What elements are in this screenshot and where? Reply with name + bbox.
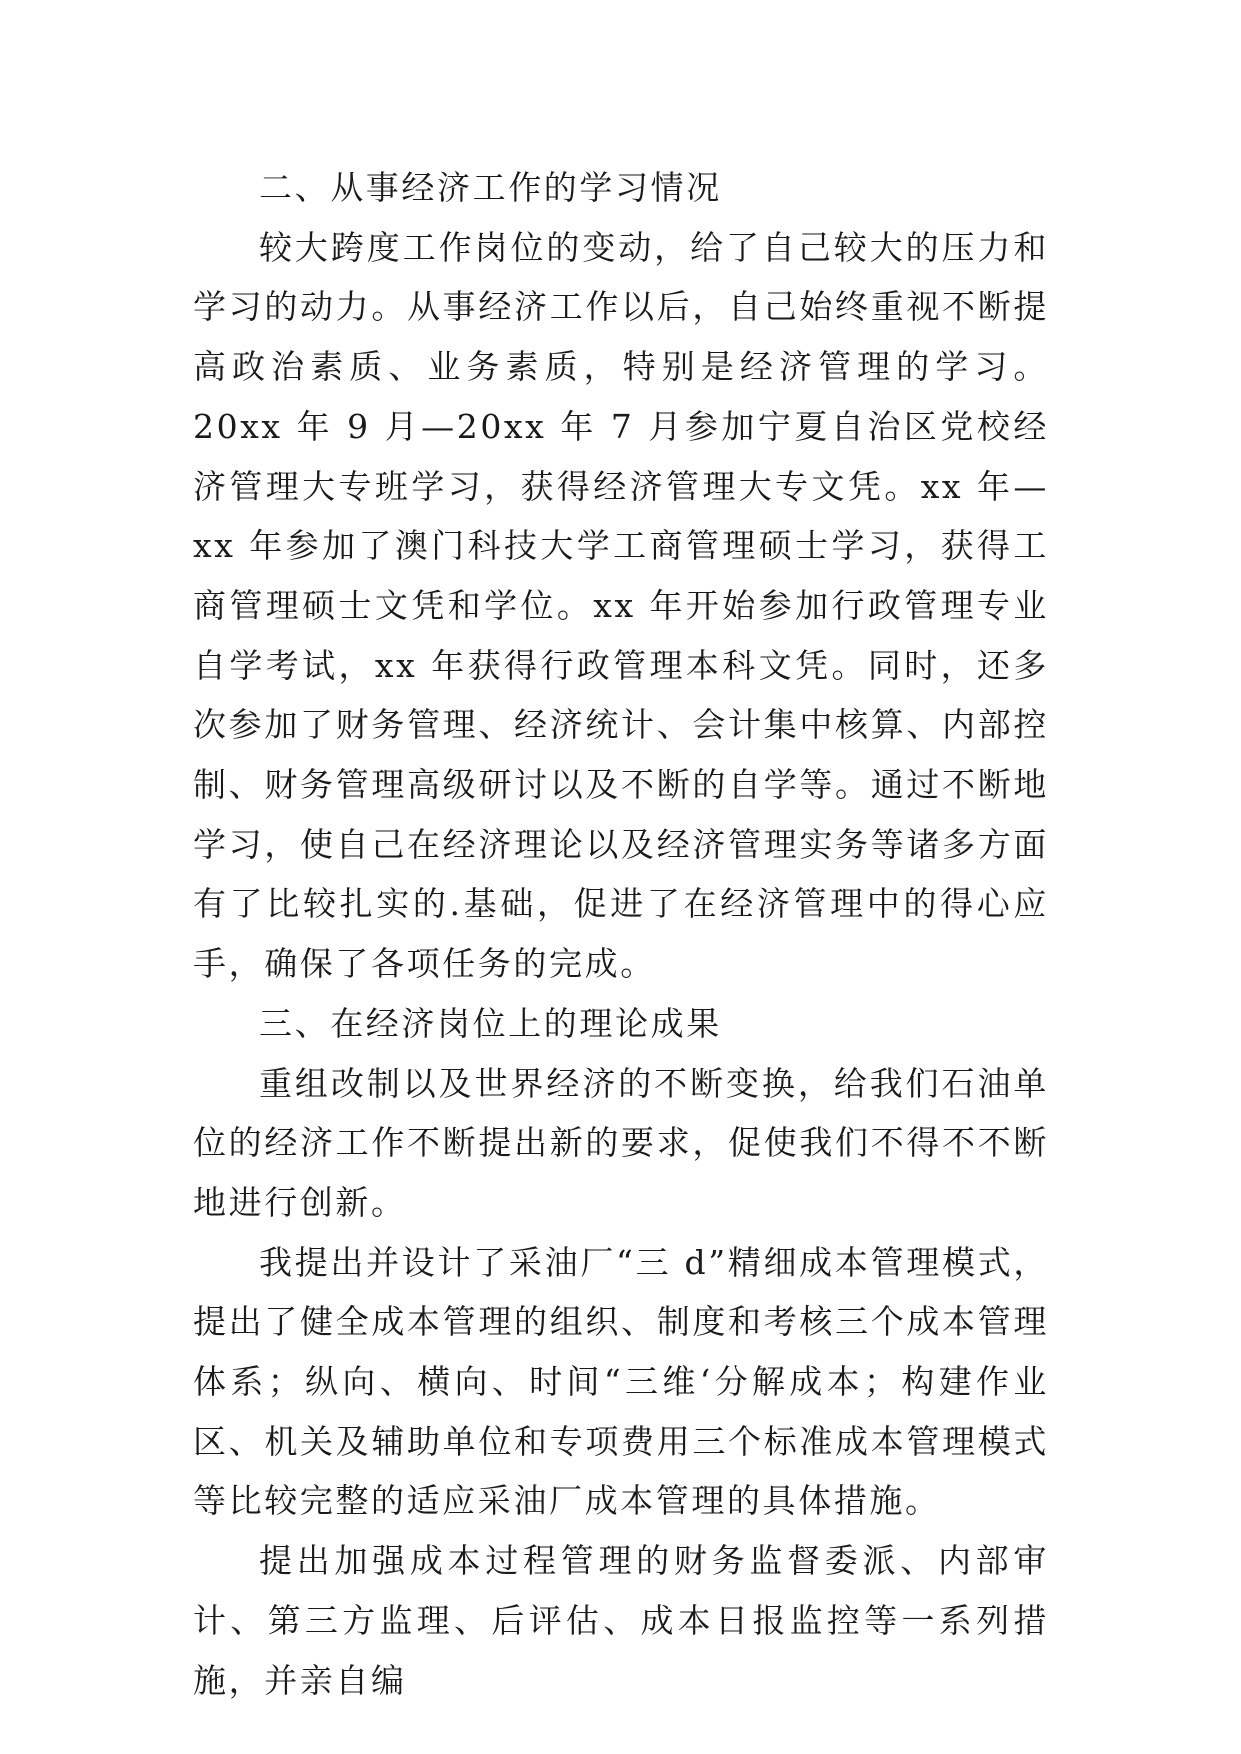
document-body bbox=[193, 158, 1049, 1710]
section-heading-study: 二、从事经济工作的学习情况 bbox=[259, 168, 722, 207]
paragraph-reform-intro: 重组改制以及世界经济的不断变换，给我们石油单位的经济工作不断提出新的要求，促使我们不得不不断地进行创新。 bbox=[193, 1063, 1049, 1222]
paragraph-study-details: 较大跨度工作岗位的变动，给了自己较大的压力和学习的动力。从事经济工作以后，自己始终重视不断提高政治素质、业务素质，特别是经济管理的学习。20xx 年 9 月—20xx 年 7 月参加宁夏自治区党校经济管理大专班学习，获得经济管理大专文凭。xx 年—xx 年参加了澳门科技大学工商管理硕士学习，获得工商管理硕士文凭和学位。xx 年开始参加行政管理专业自学考试，xx 年获得行政管理本科文凭。同时，还多次参加了财务管理、经济统计、会计集中核算、内部控制、财务管理高级研讨以及不断的自学等。通过不断地学习，使自己在经济理论以及经济管理实务等诸多方面有了比较扎实的.基础，促进了在经济管理中的得心应手，确保了各项任务的完成。 bbox=[193, 227, 1049, 984]
section-heading-theory: 三、在经济岗位上的理论成果 bbox=[259, 1003, 722, 1043]
paragraph-cost-model: 我提出并设计了采油厂“三 d”精细成本管理模式，提出了健全成本管理的组织、制度和考核三个成本管理体系；纵向、横向、时间“三维‘分解成本；构建作业区、机关及辅助单位和专项费用三个标准成本管理模式等比较完整的适应采油厂成本管理的具体措施。 bbox=[193, 1242, 1049, 1521]
paragraph-cost-control: 提出加强成本过程管理的财务监督委派、内部审计、第三方监理、后评估、成本日报监控等一系列措施，并亲自编 bbox=[193, 1541, 1049, 1700]
